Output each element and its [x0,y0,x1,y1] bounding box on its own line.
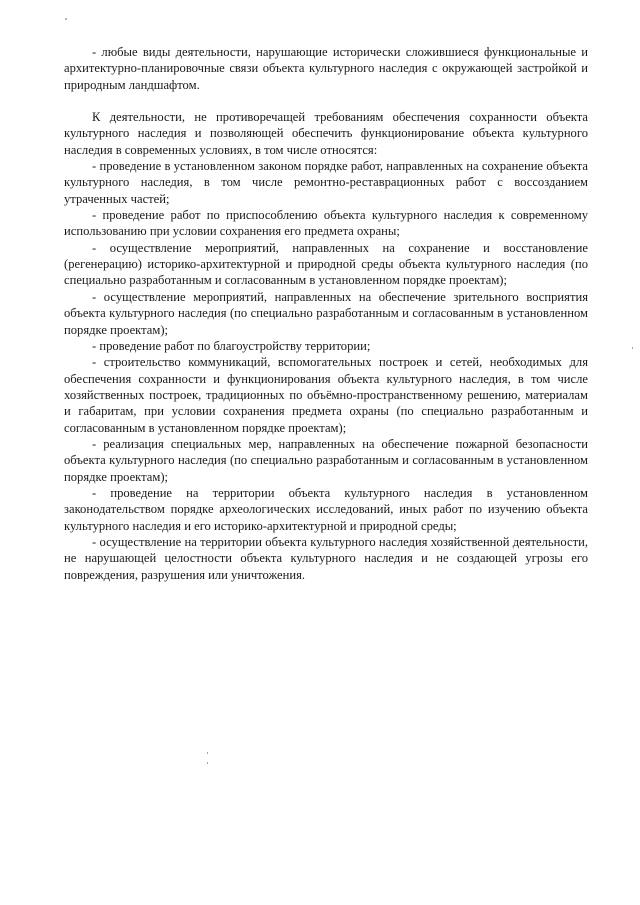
paragraph-prohibited-activity: - любые виды деятельности, нарушающие исторически сложившиеся функциональные и архитектурно-планировочные связи объекта культурного наследия с окружающей застройкой и природным ландшафтом. [64,45,588,92]
paragraph-permitted-intro: К деятельности, не противоречащей требованиям обеспечения сохранности объекта культурного наследия и позволяющей обеспечить функционирование объекта культурного наследия в современных условиях, в том числе относятся: [64,110,588,157]
list-item-economic-activity: - осуществление на территории объекта культурного наследия хозяйственной деятельности, не нарушающей целостности объекта культурного наследия и не создающей угрозы его повреждения, разрушения или уничтожения. [64,534,588,582]
list-item-restoration-works: - проведение в установленном законом порядке работ, направленных на сохранение объекта культурного наследия, в том числе ремонтно-реставрационных работ с воссозданием утраченных частей; [64,159,588,206]
paragraph-gap [64,93,588,109]
list-item-landscaping: - проведение работ по благоустройству территории; [92,338,371,353]
list-item-visual-perception: - осуществление мероприятий, направленных на обеспечение зрительного восприятия объекта культурного наследия (по специально разработанным и согласованным в установленном порядке проектам); [64,289,588,337]
scan-speck [207,752,208,754]
list-item-archaeological-research: - проведение на территории объекта культурного наследия в установленном законодательством порядке археологических исследований, иных работ по изучению объекта культурного наследия и его историко-архитектурной и природной среды; [64,485,588,533]
scan-speck [632,347,633,349]
scan-speck [65,18,67,20]
document-body [64,44,588,583]
scan-speck [207,762,208,764]
list-item-adaptation-works: - проведение работ по приспособлению объекта культурного наследия к современному использованию при условии сохранения его предмета охраны; [64,208,588,239]
list-item-fire-safety: - реализация специальных мер, направленных на обеспечение пожарной безопасности объекта культурного наследия (по специально разработанным и согласованным в установленном порядке проектам); [64,436,588,484]
list-item-environment-regeneration: - осуществление мероприятий, направленных на сохранение и восстановление (регенерацию) историко-архитектурной и природной среды объекта культурного наследия (по специально разработанным и согласованным в установленном порядке проектам); [64,240,588,288]
list-item-communications-construction: - строительство коммуникаций, вспомогательных построек и сетей, необходимых для обеспечения сохранности и функционирования объекта культурного наследия, в том числе хозяйственных построек, традиционных по объёмно-пространственному решению, материалам и габаритам, при условии сохранения предмета охраны (по специально разработанным и согласованным в установленном порядке проектам); [64,355,588,435]
